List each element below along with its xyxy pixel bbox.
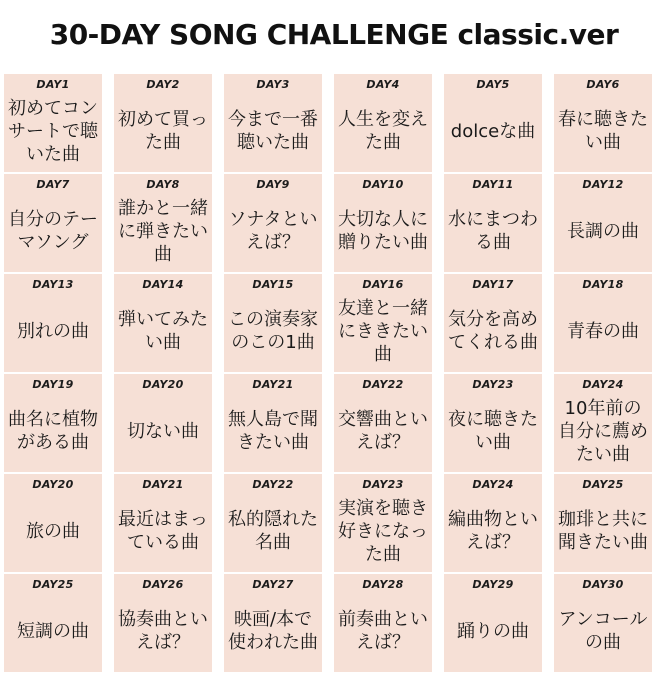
challenge-cell	[4, 374, 102, 472]
day-label: DAY23	[362, 478, 404, 491]
day-label: DAY21	[252, 378, 294, 391]
challenge-cell	[554, 574, 652, 672]
page-title: 30-DAY SONG CHALLENGE classic.ver	[49, 18, 619, 51]
day-label: DAY25	[32, 578, 74, 591]
challenge-cell	[114, 74, 212, 172]
song-prompt: 友達と一緒にききたい曲	[338, 297, 428, 365]
challenge-cell	[554, 274, 652, 372]
challenge-cell	[4, 474, 102, 572]
challenge-cell	[334, 574, 432, 672]
challenge-cell	[224, 474, 322, 572]
day-label: DAY25	[582, 478, 624, 491]
challenge-cell	[554, 74, 652, 172]
challenge-cell	[334, 374, 432, 472]
song-prompt: アンコールの曲	[558, 609, 648, 653]
day-label: DAY20	[142, 378, 184, 391]
song-prompt: 初めて買った曲	[118, 109, 208, 153]
day-label: DAY19	[32, 378, 74, 391]
challenge-cell	[224, 174, 322, 272]
challenge-cell	[444, 574, 542, 672]
day-label: DAY24	[472, 478, 514, 491]
day-label: DAY26	[142, 578, 184, 591]
song-prompt: 切ない曲	[127, 420, 199, 442]
day-label: DAY28	[362, 578, 404, 591]
song-prompt: 旅の曲	[26, 520, 80, 542]
song-prompt: 誰かと一緒に弾きたい曲	[118, 197, 208, 265]
song-prompt: 青春の曲	[567, 320, 639, 342]
song-prompt: 別れの曲	[17, 320, 89, 342]
song-prompt: 私的隠れた名曲	[228, 509, 318, 553]
song-prompt: 気分を高めてくれる曲	[448, 309, 538, 353]
day-label: DAY4	[366, 78, 400, 91]
day-label: DAY22	[362, 378, 404, 391]
song-prompt: 自分のテーマソング	[8, 209, 98, 253]
song-prompt: 短調の曲	[17, 620, 89, 642]
challenge-cell	[334, 74, 432, 172]
day-label: DAY9	[256, 178, 290, 191]
song-prompt: 春に聴きたい曲	[558, 109, 648, 153]
day-label: DAY21	[142, 478, 184, 491]
song-prompt: この演奏家のこの1曲	[228, 309, 318, 353]
challenge-cell	[554, 374, 652, 472]
challenge-cell	[114, 574, 212, 672]
challenge-cell	[114, 474, 212, 572]
song-prompt: 交響曲といえば？	[338, 409, 428, 453]
song-prompt: 無人島で聞きたい曲	[228, 409, 318, 453]
challenge-cell	[224, 74, 322, 172]
song-prompt: 曲名に植物がある曲	[8, 409, 98, 453]
day-label: DAY23	[472, 378, 514, 391]
day-label: DAY20	[32, 478, 74, 491]
song-prompt: ソナタといえば？	[228, 209, 318, 253]
song-prompt: 長調の曲	[567, 220, 639, 242]
challenge-cell	[4, 174, 102, 272]
challenge-cell	[444, 274, 542, 372]
challenge-cell	[4, 274, 102, 372]
day-label: DAY5	[476, 78, 510, 91]
day-label: DAY13	[32, 278, 74, 291]
challenge-cell	[444, 74, 542, 172]
day-label: DAY30	[582, 578, 624, 591]
challenge-cell	[114, 374, 212, 472]
day-label: DAY27	[252, 578, 294, 591]
day-label: DAY10	[362, 178, 404, 191]
day-label: DAY2	[146, 78, 180, 91]
challenge-cell	[114, 274, 212, 372]
day-label: DAY14	[142, 278, 184, 291]
song-prompt: 大切な人に贈りたい曲	[338, 209, 428, 253]
challenge-cell	[334, 274, 432, 372]
challenge-cell	[334, 174, 432, 272]
day-label: DAY8	[146, 178, 180, 191]
song-prompt: 弾いてみたい曲	[118, 309, 208, 353]
challenge-cell	[554, 174, 652, 272]
song-prompt: 今まで一番聴いた曲	[228, 109, 318, 153]
day-label: DAY29	[472, 578, 514, 591]
song-prompt: 前奏曲といえば？	[338, 609, 428, 653]
song-prompt: 水にまつわる曲	[448, 209, 538, 253]
song-prompt: 10年前の自分に薦めたい曲	[558, 397, 648, 465]
day-label: DAY1	[36, 78, 70, 91]
song-prompt: 協奏曲といえば？	[118, 609, 208, 653]
day-label: DAY16	[362, 278, 404, 291]
day-label: DAY11	[472, 178, 514, 191]
day-label: DAY7	[36, 178, 70, 191]
song-prompt: 映画/本で使われた曲	[228, 609, 318, 653]
day-label: DAY22	[252, 478, 294, 491]
challenge-cell	[4, 74, 102, 172]
challenge-cell	[224, 274, 322, 372]
day-label: DAY12	[582, 178, 624, 191]
challenge-cell	[554, 474, 652, 572]
challenge-cell	[334, 474, 432, 572]
song-prompt: 実演を聴き好きになった曲	[338, 497, 428, 565]
song-prompt: 夜に聴きたい曲	[448, 409, 538, 453]
challenge-cell	[444, 474, 542, 572]
challenge-cell	[224, 574, 322, 672]
challenge-cell	[114, 174, 212, 272]
challenge-cell	[444, 174, 542, 272]
day-label: DAY17	[472, 278, 514, 291]
song-prompt: 人生を変えた曲	[338, 109, 428, 153]
challenge-cell	[224, 374, 322, 472]
song-prompt: 初めてコンサートで聴いた曲	[8, 97, 98, 165]
song-prompt: 編曲物といえば？	[448, 509, 538, 553]
day-label: DAY18	[582, 278, 624, 291]
day-label: DAY15	[252, 278, 294, 291]
day-label: DAY6	[586, 78, 620, 91]
challenge-cell	[4, 574, 102, 672]
song-prompt: dolceな曲	[450, 120, 536, 142]
challenge-cell	[444, 374, 542, 472]
challenge-grid	[4, 74, 660, 672]
day-label: DAY3	[256, 78, 290, 91]
day-label: DAY24	[582, 378, 624, 391]
song-prompt: 最近はまっている曲	[118, 509, 208, 553]
song-prompt: 珈琲と共に聞きたい曲	[558, 509, 648, 553]
song-prompt: 踊りの曲	[457, 620, 529, 642]
